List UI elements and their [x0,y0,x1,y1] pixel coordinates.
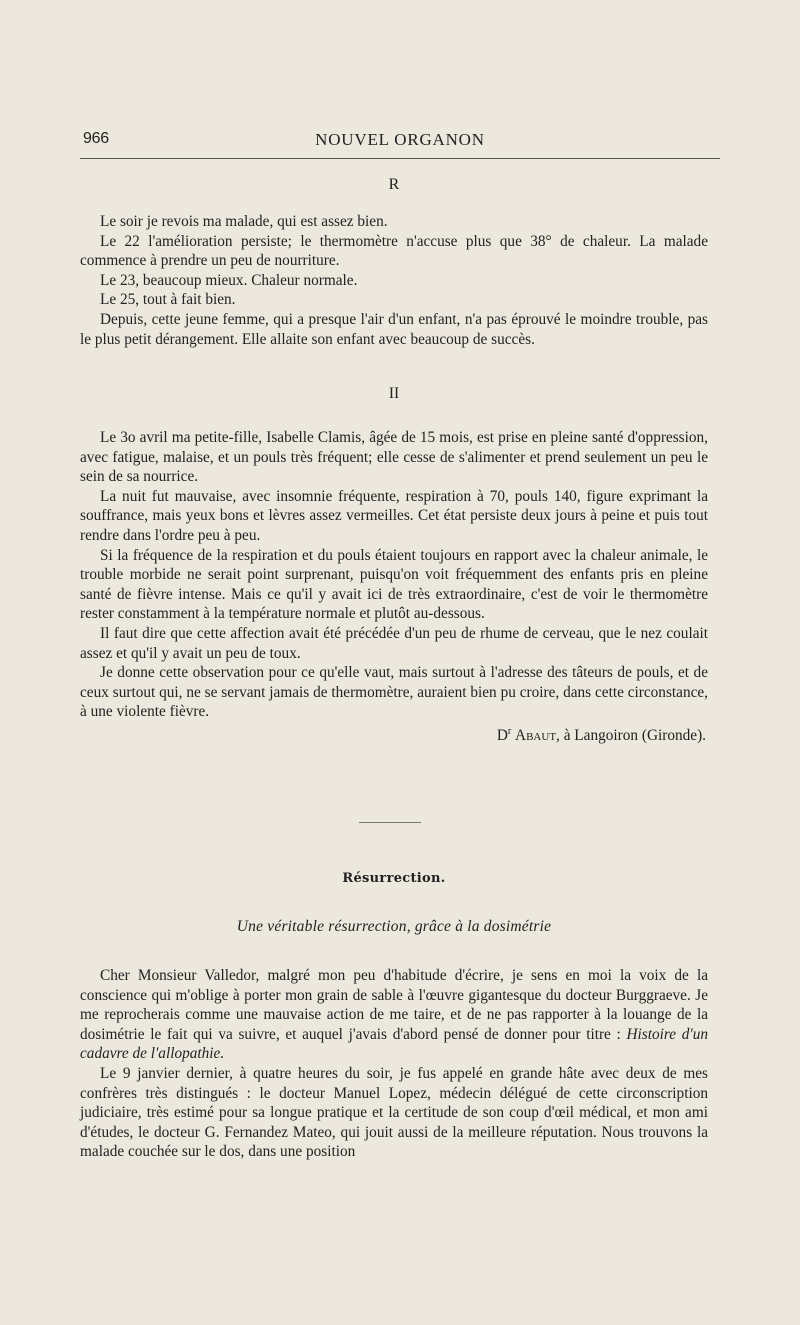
section-letter: R [388,176,400,193]
section-number: II [388,385,400,402]
paragraph: Je donne cette observation pour ce qu'elle vaut, mais surtout à l'adresse des tâteurs de pouls, et de ceux surtout qui, ne se servant jamais de thermomètre, auraient bien pu croire, dans cette circonstance, à une violente fièvre. [80,664,708,721]
article-heading: Résurrection. [342,871,446,886]
header-rule [80,158,720,159]
page-number: 966 [83,130,109,147]
paragraph: Le 9 janvier dernier, à quatre heures du soir, je fus appelé en grande hâte avec deux de mes confrères très distingués : le docteur Manuel Lopez, médecin délégué de cette circonscription judiciaire, très estimé pour sa longue pratique et la certitude de son coup d'œil médical, et mon ami d'études, le docteur G. Fernandez Mateo, qui jouit aussi de la meilleure réputation. Nous trouvons la malade couchée sur le dos, dans une position [80,1064,708,1161]
paragraph: Le soir je revois ma malade, qui est assez bien. [100,213,388,230]
separator-rule [359,822,421,823]
paragraph: Le 3o avril ma petite-fille, Isabelle Clamis, âgée de 15 mois, est prise en pleine santé d'oppression, avec fatigue, malaise, et un pouls très fréquent; elle cesse de s'alimenter et prend seulement un peu le sein de sa nourrice. [80,429,708,486]
paragraph: La nuit fut mauvaise, avec insomnie fréquente, respiration à 70, pouls 140, figure exprimant la souffrance, mais yeux bons et lèvres assez vermeilles. Cet état persiste deux jours à peine et puis tout rendre dans l'ordre peu à peu. [80,487,708,544]
story-title: Histoire d'un cadavre de l'allopathie. [80,1025,708,1063]
paragraph: Le 23, beaucoup mieux. Chaleur normale. [100,271,358,289]
paragraph: Il faut dire que cette affection avait été précédée d'un peu de rhume de cerveau, que le nez coulait assez et qu'il y avait un peu de toux. [80,624,708,662]
signature: $D^r$ Abaut, à Langoiron (Gironde). [496,725,706,744]
paragraph: Cher Monsieur Valledor, malgré mon peu d'habitude d'écrire, je sens en moi la voix de la conscience qui m'oblige à porter mon grain de sable à l'œuvre gigantesque du docteur Burggraeve. Je me reprocherais comme une mauvaise action de me taire, et de ne pas rapporter à la louange de la dosimétrie le fait qui va suivre, et auquel j'avais d'abord pensé de donner pour titre : Histoire d'un cadavre de l'allopathie. [80,967,708,1063]
article-subtitle: Une véritable résurrection, grâce à la dosimétrie [236,918,552,935]
running-title: NOUVEL ORGANON [315,130,485,149]
text-block-3 [80,966,708,1162]
paragraph: Depuis, cette jeune femme, qui a presque l'air d'un enfant, n'a pas éprouvé le moindre trouble, pas le plus petit dérangement. Elle allaite son enfant avec beaucoup de succès. [80,310,708,348]
paragraph: Si la fréquence de la respiration et du pouls étaient toujours en rapport avec la chaleur animale, le trouble morbide ne serait point surprenant, puisqu'on voit fréquemment des enfants pris en pleine santé de fièvre intense. Mais ce qu'il y avait ici de très extraordinaire, c'est de voir le thermomètre rester constamment à la température normale et plutôt au-dessous. [80,546,708,623]
paragraph: Le 25, tout à fait bien. [100,291,236,309]
text-block-1 [80,212,708,349]
text-block-2 [80,428,708,746]
page-header [80,128,720,154]
paragraph: Le 22 l'amélioration persiste; le thermomètre n'accuse plus que 38° de chaleur. La malade commence à prendre un peu de nourriture. [80,232,708,270]
